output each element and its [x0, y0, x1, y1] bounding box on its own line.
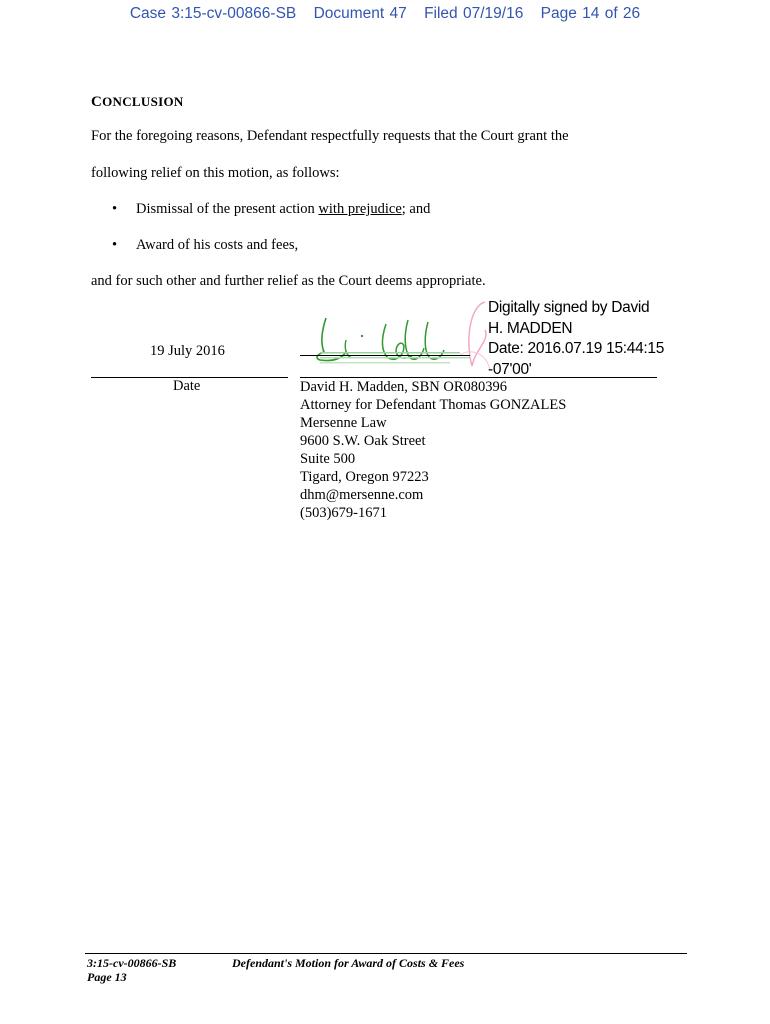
body-line-2: following relief on this motion, as follows:	[91, 165, 340, 181]
attorney-role: Attorney for Defendant Thomas GONZALES	[300, 397, 567, 413]
handwritten-signature	[300, 300, 490, 372]
phone-number: (503)679-1671	[300, 505, 387, 521]
signature-date: 19 July 2016	[150, 343, 225, 359]
underlined-phrase: with prejudice	[318, 201, 402, 217]
digital-signature-stamp: Digitally signed by David H. MADDEN Date: 2016.07.19 15:44:15 -07'00'	[488, 299, 665, 378]
address-street: 9600 S.W. Oak Street	[300, 433, 426, 449]
address-suite: Suite 500	[300, 451, 356, 467]
footer-document-title: Defendant's Motion for Award of Costs & Fees	[232, 956, 465, 970]
bullet-item-costs: • Award of his costs and fees,	[112, 237, 299, 253]
address-city: Tigard, Oregon 97223	[300, 469, 429, 485]
case-number: Case 3:15-cv-00866-SB	[129, 5, 297, 22]
case-header	[0, 5, 770, 23]
closing-line: and for such other and further relief as the Court deems appropriate.	[91, 273, 486, 289]
filed-date: Filed 07/19/16	[424, 5, 524, 22]
firm-name: Mersenne Law	[300, 415, 387, 431]
section-heading: CONCLUSION	[91, 94, 184, 110]
page-indicator: Page 14 of 26	[540, 5, 641, 22]
email-address: dhm@mersenne.com	[300, 487, 424, 503]
date-label: Date	[173, 378, 201, 394]
footer-case-number: 3:15-cv-00866-SB	[87, 956, 177, 970]
body-line-1: For the foregoing reasons, Defendant respectfully requests that the Court grant the	[91, 128, 569, 144]
footer-page-number: Page 13	[87, 970, 127, 984]
footer-rule	[85, 953, 687, 954]
bullet-item-dismissal: • Dismissal of the present action with prejudice; and	[112, 201, 431, 217]
bullet-dot: •	[112, 201, 118, 217]
attorney-signature-block	[300, 378, 566, 522]
document-number: Document 47	[313, 5, 407, 22]
attorney-name: David H. Madden, SBN OR080396	[300, 379, 508, 395]
footer-case-info	[87, 956, 176, 984]
bullet-dot: •	[112, 237, 118, 253]
